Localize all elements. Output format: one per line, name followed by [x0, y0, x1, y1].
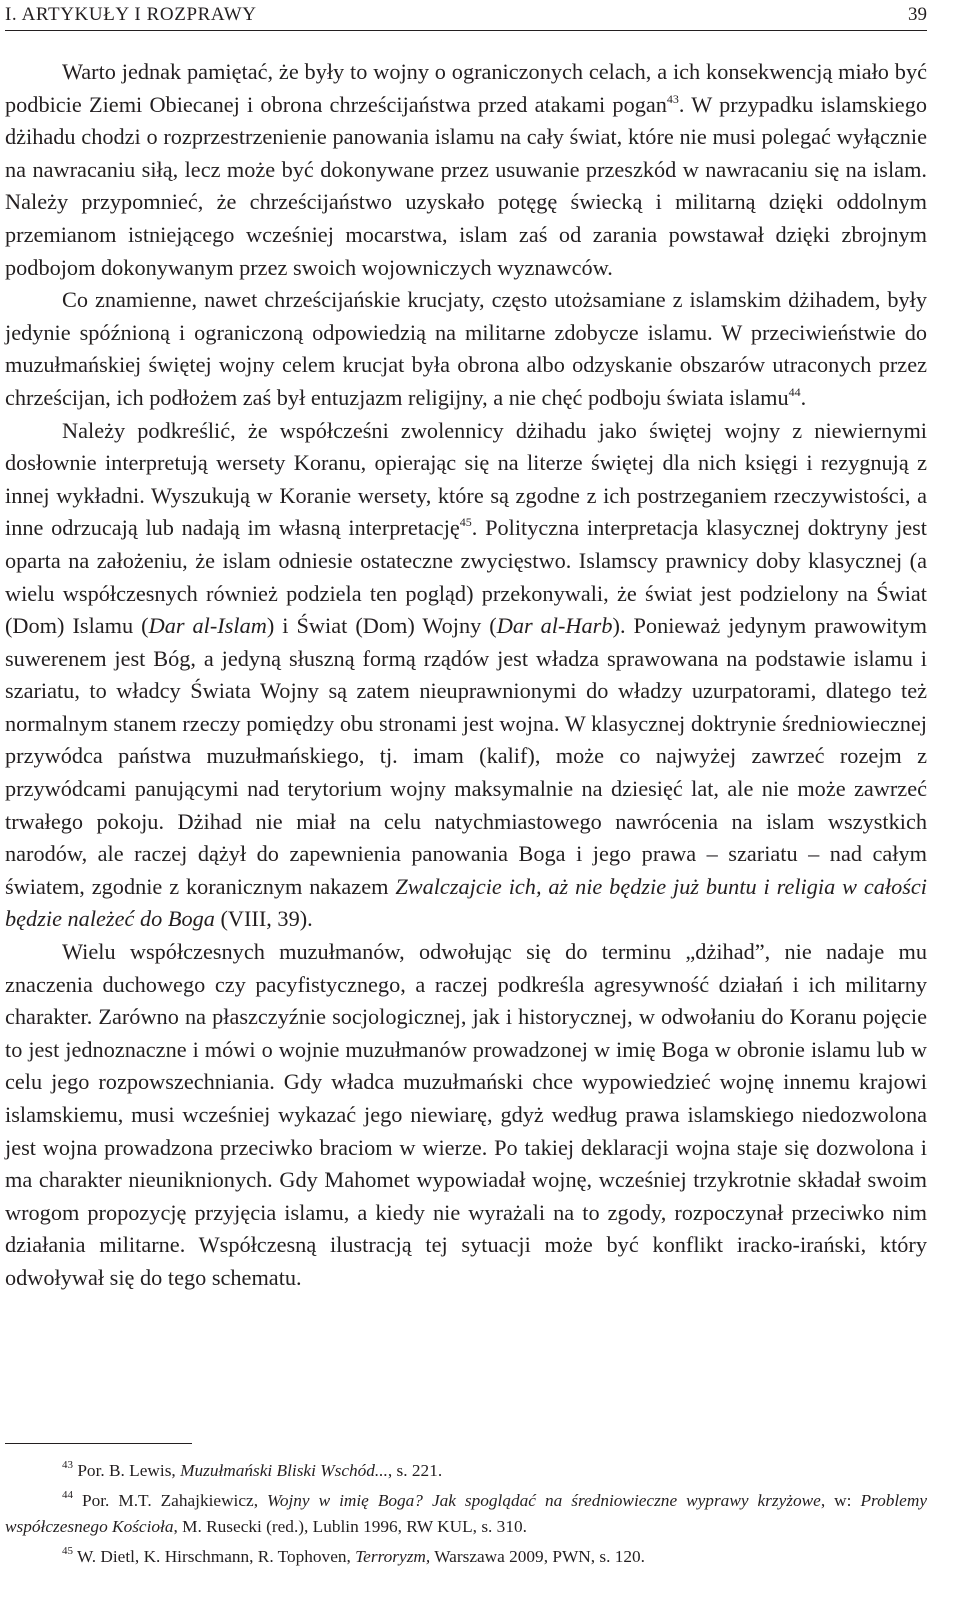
paragraph-text: . Polityczna interpretacja klasycznej doktryny jest oparta na założeniu, że islam odniesie ostateczne zwycięstwo. Islamscy prawnicy doby klasycznej (a wielu współczesnych również podziela ten pogląd) przekonywali, że świat jest podzielony na Świat (Dom) Islamu ( [5, 515, 927, 639]
footnote-text: Por. B. Lewis, [73, 1461, 181, 1480]
footnote-text: W. Dietl, K. Hirschmann, R. Tophoven, [73, 1546, 356, 1566]
footnote-number: 44 [62, 1488, 73, 1501]
footnote-text: Por. M.T. Zahajkiewicz, [73, 1490, 268, 1510]
term-dar-al-islam: Dar al-Islam [148, 613, 267, 639]
footnote-title: Wojny w imię Boga? Jak spoglądać na średniowieczne wyprawy krzyżowe [267, 1490, 821, 1510]
footnote-number: 45 [62, 1544, 73, 1557]
main-text [5, 56, 927, 1295]
term-dar-al-harb: Dar al-Harb [496, 613, 613, 639]
footnote-43 [5, 1458, 927, 1485]
paragraph-2 [5, 284, 927, 414]
footnote-text: , M. Rusecki (red.), Lublin 1996, RW KUL, s. 310. [173, 1517, 527, 1536]
paragraph-text: Należy podkreślić, że współcześni zwolennicy dżihadu jako świętej wojny z niewiernymi dosłownie interpretują wersety Koranu, opierając się na literze świętej dla nich księgi i rezygnują z innej wykładni. Wyszukują w Koranie wersety, które są zgodne z ich postrzeganiem rzeczywistości, a inne odrzucają lub nadają im własną interpretację [5, 417, 927, 541]
footnote-ref-44: 44 [788, 384, 801, 399]
footnote-title: Terroryzm, [355, 1546, 431, 1566]
footnote-ref-43: 43 [666, 91, 679, 106]
footnote-title: Muzułmański Bliski Wschód... [180, 1461, 388, 1480]
koran-quote: Zwalczajcie ich, aż nie będzie już buntu i religia w całości będzie należeć do Boga [5, 873, 927, 932]
footnote-title: Problemy współczesnego Kościoła [5, 1490, 927, 1536]
section-title: I. ARTYKUŁY I ROZPRAWY [5, 4, 257, 25]
paragraph-text: (VIII, 39). [214, 906, 313, 932]
page-number: 39 [908, 4, 927, 25]
footnote-45 [5, 1544, 927, 1571]
footnote-text: , w: [820, 1490, 861, 1510]
paragraph-text: Warto jednak pamiętać, że były to wojny o ograniczonych celach, a ich konsekwencją miało być podbicie Ziemi Obiecanej i obrona chrześcijaństwa przed atakami pogan [5, 59, 927, 117]
paragraph-text: . W przypadku islamskiego dżihadu chodzi o rozprzestrzenienie panowania islamu na cały świat, które nie musi polegać wyłącznie na nawracaniu siłą, lecz może być dokonywane przez usuwanie przeszkód w nawracaniu się na islam. Należy przypomnieć, że chrześcijaństwo uzyskało potęgę świecką i militarną dzięki oddolnym przemianom istniejącego wcześniej mocarstwa, islam zaś od zarania powstawał dzięki zbrojnym podbojom dokonywanym przez swoich wojowniczych wyznawców. [5, 91, 927, 280]
paragraph-3 [5, 415, 927, 937]
footnote-separator [5, 1443, 192, 1444]
paragraph-1 [5, 56, 927, 284]
footnote-text: , s. 221. [387, 1461, 443, 1480]
footnote-44 [5, 1488, 927, 1541]
paragraph-text: Wielu współczesnych muzułmanów, odwołując się do terminu „dżihad”, nie nadaje mu znaczenia duchowego czy pacyfistycznego, a raczej podkreśla agresywność działań i ich militarny charakter. Zarówno na płaszczyźnie socjologicznej, jak i historycznej, w odwołaniu do Koranu pojęcie to jest jednoznaczne i mówi o wojnie muzułmanów prowadzonej w imię Boga w obronie islamu lub w celu jego rozpowszechniania. Gdy władca muzułmański chce wypowiedzieć wojnę innemu krajowi islamskiemu, musi wcześniej wykazać jego niewiarę, gdyż według prawa islamskiego niedozwolona jest wojna prowadzona przeciwko braciom w wierze. Po takiej deklaracji wojna staje się dozwolona i ma charakter nieuniknionych. Gdy Mahomet wypowiadał wojnę, wcześniej trzykrotnie składał swoim wrogom propozycję przyjęcia islamu, a kiedy nie wyrażali na to zgody, rozpoczynał przeciwko nim działania militarne. Współczesną ilustracją tej sytuacji może być konflikt iracko-irański, który odwoływał się do tego schematu. [5, 939, 927, 1290]
paragraph-text: Co znamienne, nawet chrześcijańskie krucjaty, często utożsamiane z islamskim dżihadem, były jedynie spóźnioną i ograniczoną odpowiedzią na militarne zdobycze islamu. W przeciwieństwie do muzułmańskiej świętej wojny celem krucjat była obrona albo odzyskanie obszarów utraconych przez chrześcijan, ich podłożem zaś był entuzjazm religijny, a nie chęć podboju świata islamu [5, 287, 927, 410]
running-header [5, 0, 927, 31]
paragraph-4 [5, 936, 927, 1295]
footnotes [5, 1458, 927, 1573]
paragraph-text: . [800, 384, 807, 410]
paragraph-text: ). Ponieważ jedynym prawowitym suwerenem jest Bóg, a jedyną słuszną formą rządów jest władza sprawowana na podstawie islamu i szariatu, to władcy Świata Wojny są zatem nieuprawnionymi do władzy uzurpatorami, dlatego też normalnym stanem rzeczy pomiędzy obu stronami jest wojna. W klasycznej doktrynie średniowiecznej przywódca państwa muzułmańskiego, tj. imam (kalif), może co najwyżej zawrzeć rozejm z przywódcami panującymi nad terytorium wojny maksymalnie na dziesięć lat, ale nie może zawrzeć trwałego pokoju. Dżihad nie miał na celu natychmiastowego nawrócenia na islam wszystkich narodów, ale raczej dążył do zapewnienia panowania Boga i jego prawa – szariatu – nad całym światem, zgodnie z koranicznym nakazem [5, 613, 927, 899]
paragraph-text: ) i Świat (Dom) Wojny ( [266, 613, 497, 639]
footnote-ref-45: 45 [459, 515, 472, 530]
footnote-number: 43 [62, 1459, 73, 1471]
footnote-text: Warszawa 2009, PWN, s. 120. [430, 1546, 645, 1566]
